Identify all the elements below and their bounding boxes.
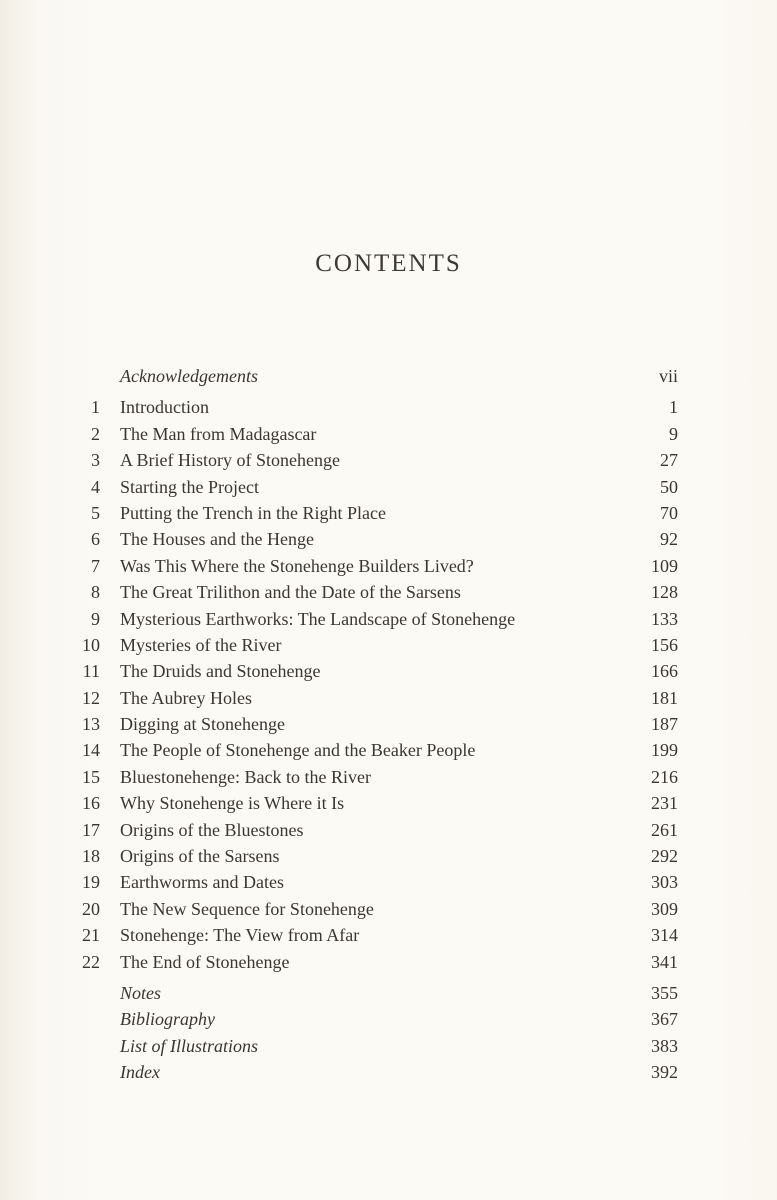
page-number: 27	[660, 450, 678, 471]
entry-title: The Great Trilithon and the Date of the Sarsens	[120, 582, 461, 603]
entry-title: Stonehenge: The View from Afar	[120, 925, 360, 946]
page-number: 231	[651, 793, 678, 814]
toc-entry	[0, 896, 777, 922]
toc-entry	[0, 632, 777, 658]
entry-title: The End of Stonehenge	[120, 951, 290, 972]
toc-entry	[0, 394, 777, 420]
entry-title: Mysterious Earthworks: The Landscape of Stonehenge	[120, 608, 516, 629]
page-number: 355	[651, 982, 678, 1003]
entry-title: Putting the Trench in the Right Place	[120, 502, 386, 523]
page-number: 367	[651, 1009, 678, 1030]
entry-title: The Aubrey Holes	[120, 687, 252, 708]
entry-title: The New Sequence for Stonehenge	[120, 898, 374, 919]
toc-entry	[0, 711, 777, 737]
toc-entry	[0, 790, 777, 816]
page-number: 92	[660, 529, 678, 550]
chapter-number: 16	[82, 793, 100, 814]
entry-title: A Brief History of Stonehenge	[120, 450, 340, 471]
toc-entry	[0, 553, 777, 579]
chapter-number: 19	[82, 872, 100, 893]
toc-entry	[0, 500, 777, 526]
toc-entry	[0, 606, 777, 632]
entry-title: The People of Stonehenge and the Beaker People	[120, 740, 476, 761]
page-number: 50	[660, 476, 678, 497]
chapter-list	[0, 394, 777, 975]
page-number: 383	[651, 1035, 678, 1056]
toc-entry	[0, 685, 777, 711]
chapter-number: 11	[82, 661, 100, 682]
toc-entry	[0, 658, 777, 684]
page-number: 341	[651, 951, 678, 972]
entry-title: The Druids and Stonehenge	[120, 661, 321, 682]
page-number: 292	[651, 846, 678, 867]
entry-title: Origins of the Bluestones	[120, 819, 304, 840]
toc-entry	[0, 447, 777, 473]
toc-entry	[0, 579, 777, 605]
toc-entry	[0, 1033, 777, 1059]
toc-entry	[0, 1059, 777, 1085]
chapter-number: 15	[82, 766, 100, 787]
entry-title: List of Illustrations	[120, 1035, 259, 1056]
page-number: 128	[651, 582, 678, 603]
chapter-number: 21	[82, 925, 100, 946]
page-number: 392	[651, 1062, 678, 1083]
chapter-number: 18	[82, 846, 100, 867]
chapter-number: 7	[91, 555, 100, 576]
front-matter-list	[0, 363, 777, 389]
chapter-number: 8	[91, 582, 100, 603]
page-number: 70	[660, 502, 678, 523]
entry-title: Bibliography	[120, 1009, 215, 1030]
entry-title: Digging at Stonehenge	[120, 714, 285, 735]
chapter-number: 9	[91, 608, 100, 629]
toc-entry	[0, 980, 777, 1006]
page-number: 109	[651, 555, 678, 576]
chapter-number: 14	[82, 740, 100, 761]
page-number: 1	[669, 397, 678, 418]
toc-entry	[0, 817, 777, 843]
chapter-number: 4	[91, 476, 100, 497]
entry-title: Index	[120, 1062, 160, 1083]
table-of-contents	[0, 363, 777, 1086]
toc-entry	[0, 869, 777, 895]
chapter-number: 20	[82, 898, 100, 919]
entry-title: Bluestonehenge: Back to the River	[120, 766, 371, 787]
page-number: 303	[651, 872, 678, 893]
entry-title: Earthworms and Dates	[120, 872, 284, 893]
page-number: 181	[651, 687, 678, 708]
toc-entry	[0, 526, 777, 552]
entry-title: Was This Where the Stonehenge Builders Lived?	[120, 555, 474, 576]
page-number: 133	[651, 608, 678, 629]
page-number: 309	[651, 898, 678, 919]
chapter-number: 17	[82, 819, 100, 840]
toc-entry	[0, 949, 777, 975]
page-number: vii	[658, 366, 678, 386]
chapter-number: 6	[91, 529, 100, 550]
toc-entry	[0, 363, 777, 389]
entry-title: Notes	[120, 982, 162, 1003]
toc-entry	[0, 922, 777, 948]
page-number: 9	[669, 423, 678, 444]
toc-entry	[0, 764, 777, 790]
chapter-number: 10	[82, 634, 100, 655]
page-number: 314	[651, 925, 678, 946]
entry-title: Starting the Project	[120, 476, 259, 497]
chapter-number: 1	[91, 397, 100, 418]
page-title: CONTENTS	[315, 250, 462, 277]
page-number: 156	[651, 634, 678, 655]
chapter-number: 5	[91, 502, 100, 523]
chapter-number: 13	[82, 714, 100, 735]
entry-title: Acknowledgements	[120, 366, 258, 386]
back-matter-list	[0, 980, 777, 1086]
entry-title: Mysteries of the River	[120, 634, 282, 655]
page-number: 261	[651, 819, 678, 840]
chapter-number: 2	[91, 423, 100, 444]
chapter-number: 12	[82, 687, 100, 708]
entry-title: Origins of the Sarsens	[120, 846, 280, 867]
entry-title: The Houses and the Henge	[120, 529, 314, 550]
chapter-number: 22	[82, 951, 100, 972]
toc-entry	[0, 843, 777, 869]
page-number: 216	[651, 766, 678, 787]
page-number: 199	[651, 740, 678, 761]
toc-entry	[0, 474, 777, 500]
toc-entry	[0, 737, 777, 763]
page-number: 187	[651, 714, 678, 735]
page-number: 166	[651, 661, 678, 682]
chapter-number: 3	[91, 450, 100, 471]
toc-entry	[0, 1006, 777, 1032]
toc-entry	[0, 421, 777, 447]
entry-title: Why Stonehenge is Where it Is	[120, 793, 345, 814]
entry-title: The Man from Madagascar	[120, 423, 317, 444]
entry-title: Introduction	[120, 397, 209, 418]
